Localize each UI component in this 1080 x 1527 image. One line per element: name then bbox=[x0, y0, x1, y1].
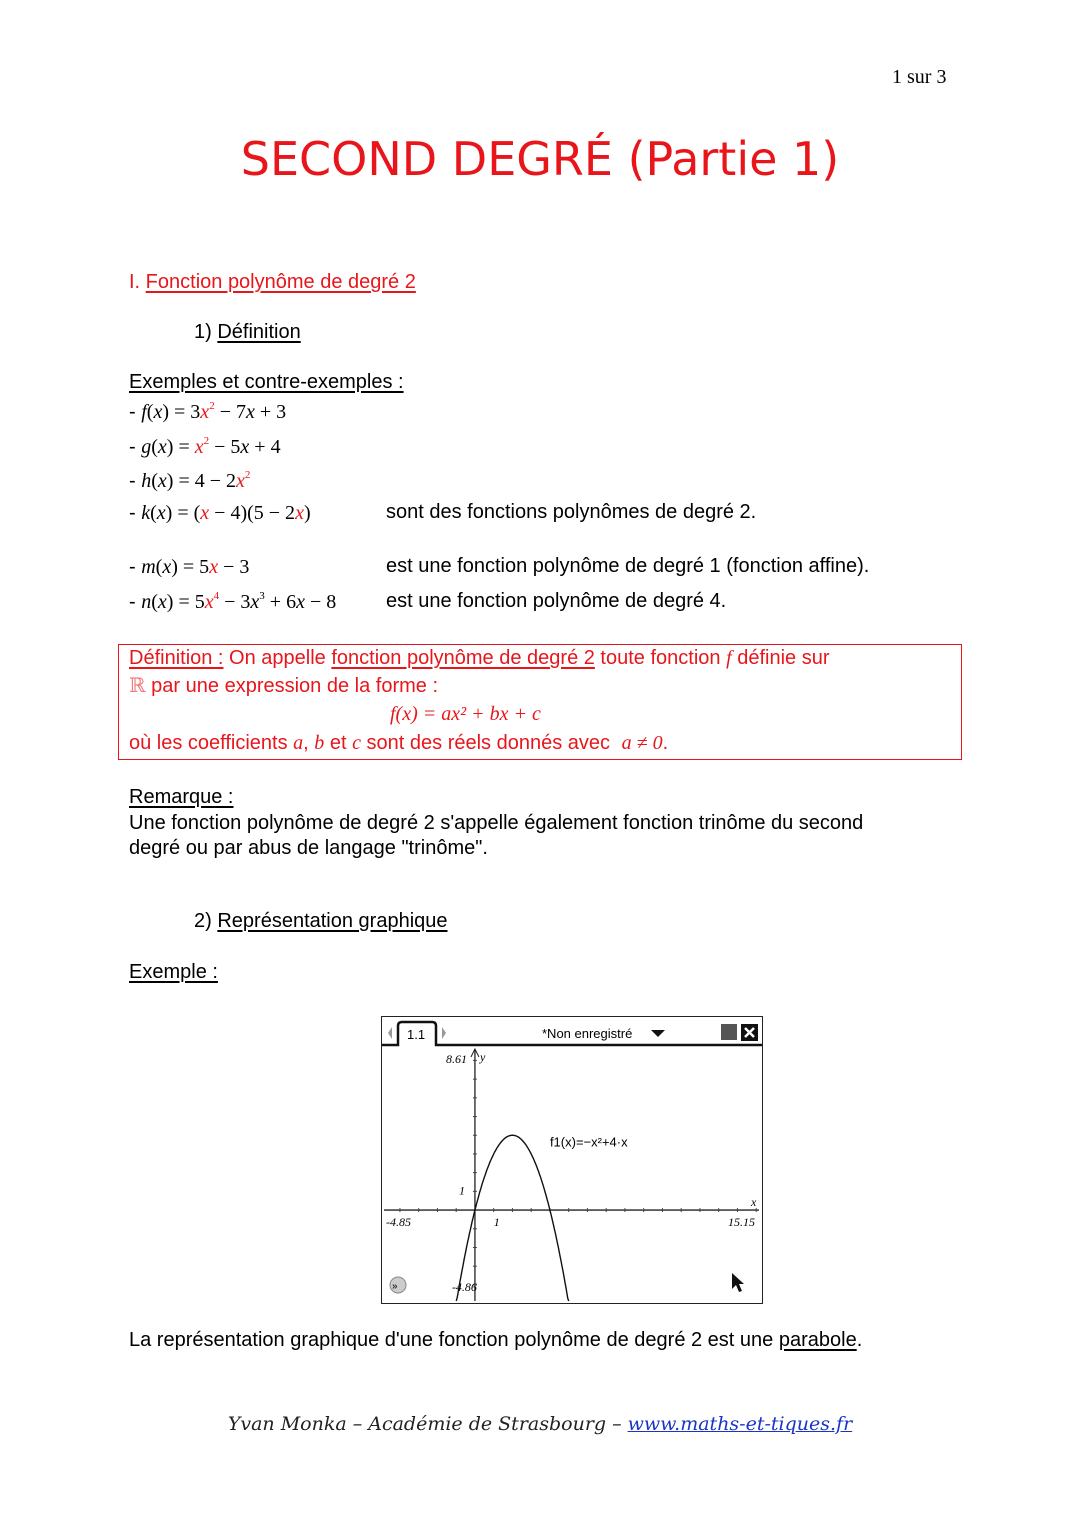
conclusion bbox=[129, 1329, 862, 1352]
remark-label: Remarque : bbox=[129, 786, 234, 808]
definition-term: fonction polynôme de degré 2 bbox=[331, 647, 595, 669]
parabola-curve bbox=[456, 1135, 569, 1301]
x-max-label: 15.15 bbox=[728, 1215, 755, 1230]
definition-text: On appelle bbox=[223, 647, 332, 669]
comment-degree1: est une fonction polynôme de degré 1 (fonction affine). bbox=[386, 555, 870, 577]
formula-part: x bbox=[295, 502, 304, 524]
formula-part: x bbox=[209, 556, 219, 578]
subsection-heading bbox=[194, 321, 301, 344]
formula-part: − 8 bbox=[304, 591, 337, 613]
subsection-number: 1) bbox=[194, 321, 218, 343]
x-tick-label: 1 bbox=[493, 1215, 500, 1230]
definition-text: par une expression de la forme : bbox=[145, 675, 439, 697]
list-dash: - bbox=[129, 591, 142, 613]
formula-part: − 4)(5 − 2 bbox=[209, 502, 296, 524]
definition-line4 bbox=[129, 732, 668, 755]
coef-b: b bbox=[314, 732, 325, 754]
formula-part: x bbox=[296, 591, 305, 613]
formula-part: ) bbox=[303, 502, 311, 524]
example-n bbox=[129, 591, 336, 614]
section-title: Fonction polynôme de degré 2 bbox=[145, 271, 416, 293]
comment-degree4: est une fonction polynôme de degré 4. bbox=[386, 590, 727, 612]
tab-label[interactable]: 1.1 bbox=[407, 1027, 426, 1042]
formula-part: x bbox=[157, 436, 167, 458]
formula-part: x bbox=[200, 502, 210, 524]
formula-part: h bbox=[141, 470, 152, 492]
formula-part: x bbox=[157, 470, 167, 492]
definition-label: Définition : bbox=[129, 647, 224, 669]
formula-part: x bbox=[156, 502, 166, 524]
formula-part: x bbox=[194, 436, 204, 458]
footer bbox=[0, 1413, 1080, 1435]
cursor-icon bbox=[732, 1273, 744, 1292]
definition-text: sont des réels donnés avec bbox=[360, 732, 616, 754]
conclusion-term: parabole bbox=[778, 1329, 857, 1351]
footer-link[interactable]: www.maths-et-tiques.fr bbox=[627, 1413, 853, 1435]
definition-line1 bbox=[129, 647, 829, 670]
tab-prev-icon[interactable] bbox=[388, 1027, 392, 1039]
formula-part: x bbox=[240, 436, 250, 458]
formula-part: ) = bbox=[166, 436, 195, 458]
list-dash: - bbox=[129, 436, 142, 458]
subsection-heading-2 bbox=[194, 910, 448, 933]
example-g bbox=[129, 436, 281, 459]
formula-part: ( bbox=[151, 436, 158, 458]
definition-line2 bbox=[129, 673, 438, 698]
formula-part: x bbox=[250, 591, 260, 613]
formula-part: x bbox=[245, 401, 255, 423]
example-h bbox=[129, 470, 250, 493]
formula-part: n bbox=[141, 591, 152, 613]
page-number: 1 sur 3 bbox=[892, 66, 947, 88]
dropdown-arrow-icon[interactable] bbox=[651, 1030, 665, 1037]
formula-part: x bbox=[236, 470, 245, 492]
formula-part: − 3 bbox=[219, 591, 251, 613]
formula-part: − 7 bbox=[214, 401, 246, 423]
formula-part: 2 bbox=[203, 435, 210, 447]
y-tick-label: 1 bbox=[458, 1183, 465, 1198]
definition-text: définie sur bbox=[731, 647, 830, 669]
formula-part: x bbox=[153, 401, 163, 423]
comment-degree2: sont des fonctions polynômes de degré 2. bbox=[386, 501, 757, 523]
x-axis-label: x bbox=[751, 1195, 757, 1210]
example-label: Exemple : bbox=[129, 961, 218, 983]
formula-part: x bbox=[162, 556, 172, 578]
real-numbers-symbol: ℝ bbox=[129, 673, 146, 697]
remark-line1: Une fonction polynôme de degré 2 s'appelle également fonction trinôme du second bbox=[129, 812, 864, 834]
subsection-title: Définition bbox=[217, 321, 301, 343]
formula-part: ( bbox=[151, 470, 158, 492]
condition: a ≠ 0 bbox=[621, 732, 663, 754]
definition-formula: f(x) = ax² + bx + c bbox=[390, 703, 541, 725]
list-dash: - bbox=[129, 502, 142, 524]
calculator-screenshot bbox=[381, 1016, 763, 1304]
formula-part: + 3 bbox=[254, 401, 287, 423]
section-number: I. bbox=[129, 271, 146, 293]
formula-part: ) = 5 bbox=[171, 556, 210, 578]
formula-part: ( bbox=[155, 556, 163, 578]
formula-part: ) = 4 − 2 bbox=[166, 470, 236, 492]
list-dash: - bbox=[129, 556, 142, 578]
formula-part: x bbox=[200, 401, 210, 423]
formula-part: k bbox=[141, 502, 151, 524]
definition-text: où les coefficients bbox=[129, 732, 294, 754]
formula-part: x bbox=[204, 591, 214, 613]
definition-text: . bbox=[662, 732, 669, 754]
formula-part: ( bbox=[150, 502, 157, 524]
formula-part: ) = ( bbox=[165, 502, 201, 524]
examples-heading: Exemples et contre-exemples : bbox=[129, 371, 404, 393]
definition-text: et bbox=[324, 732, 353, 754]
definition-f: f bbox=[726, 647, 732, 669]
y-max-label: 8.61 bbox=[445, 1052, 467, 1066]
subsection-title: Représentation graphique bbox=[217, 910, 448, 932]
function-label: f1(x)=−x²+4·x bbox=[549, 1134, 628, 1150]
formula-part: + 6 bbox=[264, 591, 297, 613]
formula-part: ( bbox=[146, 401, 154, 423]
formula-part: ) = 5 bbox=[166, 591, 205, 613]
page-title: SECOND DEGRÉ (Partie 1) bbox=[240, 132, 840, 186]
example-m bbox=[129, 556, 249, 579]
formula-part: 2 bbox=[209, 400, 215, 412]
coef-c: c bbox=[352, 732, 361, 754]
subsection-number: 2) bbox=[194, 910, 218, 932]
example-k bbox=[129, 502, 311, 525]
remark-line2: degré ou par abus de langage "trinôme". bbox=[129, 837, 488, 859]
tab-next-icon[interactable] bbox=[442, 1027, 446, 1039]
battery-gear-icon bbox=[721, 1024, 737, 1040]
formula-part: ( bbox=[151, 591, 158, 613]
formula-part: ) = 3 bbox=[162, 401, 201, 423]
x-min-label: -4.85 bbox=[386, 1215, 411, 1230]
formula-part: − 5 bbox=[209, 436, 241, 458]
document-title: *Non enregistré bbox=[542, 1026, 633, 1041]
footer-author: Yvan Monka – Académie de Strasbourg – bbox=[227, 1413, 628, 1435]
formula-part: 2 bbox=[244, 469, 251, 481]
definition-text: toute fonction bbox=[594, 647, 727, 669]
list-dash: - bbox=[129, 470, 142, 492]
formula-part: 4 bbox=[213, 590, 220, 602]
conclusion-text: La représentation graphique d'une fonction polynôme de degré 2 est une bbox=[129, 1329, 779, 1351]
definition-text: , bbox=[303, 732, 315, 754]
formula-part: x bbox=[157, 591, 167, 613]
formula-part: g bbox=[141, 436, 152, 458]
y-min-label: -4.86 bbox=[451, 1280, 477, 1294]
list-dash: - bbox=[129, 401, 142, 423]
example-f bbox=[129, 401, 286, 424]
formula-part: + 4 bbox=[249, 436, 281, 458]
formula-part: − 3 bbox=[218, 556, 250, 578]
y-axis-label: y bbox=[479, 1050, 486, 1064]
formula-part: m bbox=[141, 556, 156, 578]
coef-a: a bbox=[293, 732, 304, 754]
expand-icon: » bbox=[392, 1281, 398, 1292]
section-heading bbox=[129, 271, 416, 294]
formula-part: f bbox=[141, 401, 147, 423]
conclusion-text: . bbox=[856, 1329, 863, 1351]
formula-part: 3 bbox=[259, 590, 265, 602]
